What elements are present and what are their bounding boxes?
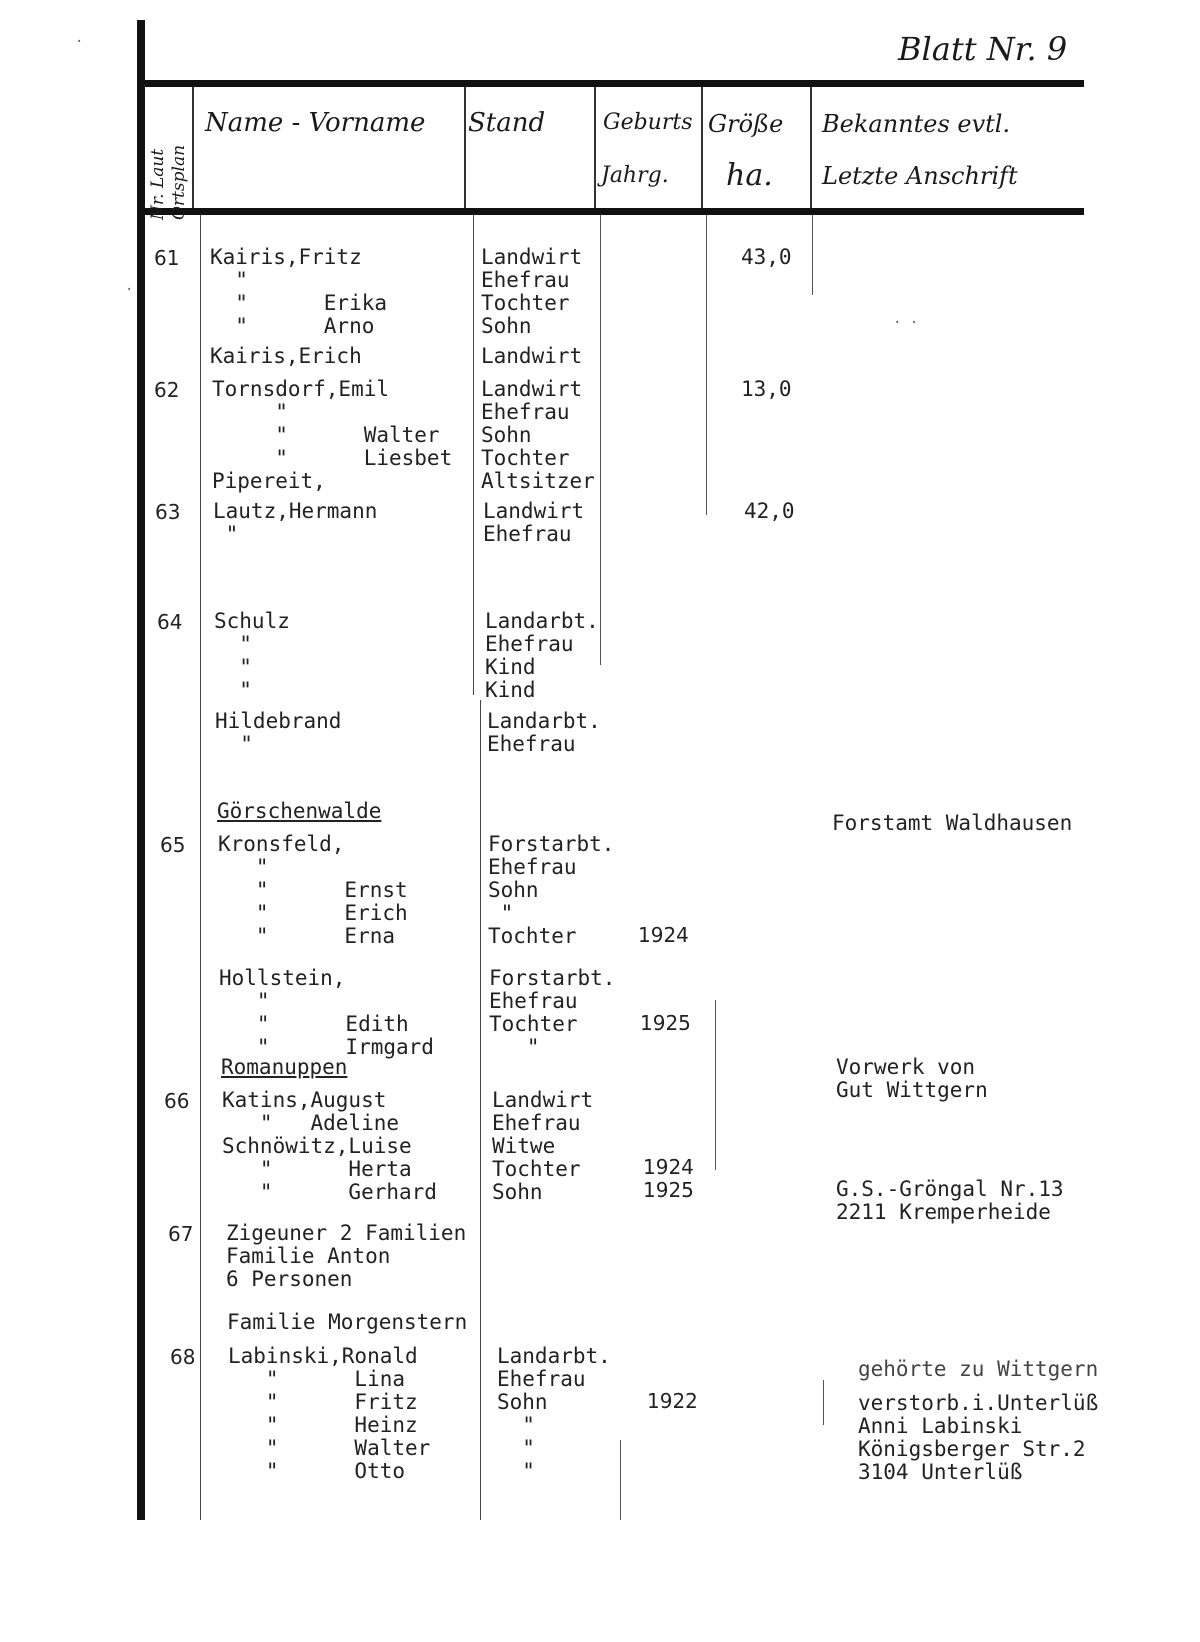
header-nr-line1: Nr. Laut [148, 148, 168, 220]
entry-nr: 66 [164, 1089, 190, 1113]
header-anschrift: Letzte Anschrift [822, 162, 1018, 190]
body-sep-right [812, 215, 813, 295]
header-top-rule [137, 80, 1084, 87]
entry-nr: 61 [154, 246, 180, 270]
entry-stand: Landwirt [481, 344, 583, 368]
body-sep-geburt [600, 215, 601, 665]
entry-ha: 13,0 [741, 377, 792, 401]
scan-speck: · [75, 34, 84, 50]
entry-right-address: verstorb.i.Unterlüß Anni Labinski Königsberger Str.2 3104 Unterlüß [858, 1391, 1099, 1484]
entry-stand: Landarbt. Ehefrau [487, 709, 601, 756]
entry-stand: Landwirt Ehefrau Witwe Tochter Sohn [492, 1088, 594, 1204]
header-sep-4 [701, 87, 703, 208]
header-name: Name - Vorname [205, 108, 426, 138]
header-nr [148, 100, 194, 220]
entry-nr: 62 [154, 378, 180, 402]
entry-year: 1924 [638, 923, 689, 947]
entry-names: Hollstein, " " Edith " Irmgard [219, 966, 434, 1059]
entry-names: Kronsfeld, " " Ernst " Erich " Erna [218, 832, 408, 948]
entry-nr: 65 [160, 833, 186, 857]
header-jahrg: Jahrg. [601, 163, 669, 188]
entry-stand: Forstarbt. Ehefrau Sohn " Tochter [488, 832, 615, 948]
left-border [137, 20, 145, 1520]
entry-nr: 67 [168, 1222, 194, 1246]
body-sep-stand-2 [480, 700, 481, 1520]
entry-names: Kairis,Erich [210, 344, 362, 368]
header-bottom-rule [137, 208, 1084, 215]
entry-nr: 68 [170, 1345, 196, 1369]
entry-stand: Landarbt. Ehefrau Kind Kind [485, 609, 599, 702]
entry-names: Katins,August " Adeline Schnöwitz,Luise " Herta " Gerhard [222, 1088, 437, 1204]
entry-nr: 64 [157, 610, 183, 634]
body-sep-name [200, 215, 201, 1520]
entry-names: Schulz " " " [214, 609, 290, 702]
entry-names: Tornsdorf,Emil " " Walter " Liesbet Pipereit, [212, 377, 453, 493]
entry-ha: 43,0 [741, 245, 792, 269]
entry-stand: Landwirt Ehefrau Tochter Sohn [481, 245, 583, 338]
entry-names: Familie Morgenstern [227, 1310, 468, 1334]
header-nr-line2: Ortsplan [169, 144, 189, 220]
entry-year: 1922 [647, 1389, 698, 1413]
header-geburts: Geburts [603, 110, 693, 135]
header-groesse: Größe [708, 110, 784, 138]
body-sep-right-2 [823, 1380, 824, 1425]
sheet-label: Blatt Nr. 9 [898, 30, 1068, 68]
entry-year: 1924 1925 [643, 1155, 694, 1202]
header-bekanntes: Bekanntes evtl. [822, 110, 1011, 138]
header-sep-3 [594, 87, 596, 208]
place-heading: Görschenwalde [217, 799, 382, 823]
entry-names: Zigeuner 2 Familien Familie Anton 6 Personen [226, 1221, 467, 1291]
entry-ha: 42,0 [744, 499, 795, 523]
entry-nr: 63 [155, 500, 181, 524]
entry-right: Forstamt Waldhausen [832, 811, 1073, 835]
entry-names: Lautz,Hermann " [213, 499, 378, 546]
entry-names: Hildebrand " [215, 709, 342, 756]
scan-speck: · [125, 282, 134, 298]
entry-stand: Landwirt Ehefrau [483, 499, 585, 546]
place-heading: Romanuppen [221, 1055, 348, 1079]
body-sep-stand [473, 215, 474, 695]
entry-names: Labinski,Ronald " Lina " Fritz " Heinz " Walter " Otto [228, 1344, 431, 1483]
header-sep-5 [810, 87, 812, 208]
header-ha: ha. [726, 158, 773, 193]
entry-stand: Forstarbt. Ehefrau Tochter " [489, 966, 616, 1059]
scan-speck: · · [893, 315, 919, 331]
header-sep-2 [464, 87, 466, 208]
entry-right: Vorwerk von Gut Wittgern [836, 1055, 988, 1102]
entry-names: Kairis,Fritz " " Erika " Arno [210, 245, 388, 338]
entry-year: 1925 [640, 1011, 691, 1035]
body-sep-groesse [706, 215, 707, 515]
entry-stand: Landwirt Ehefrau Sohn Tochter Altsitzer [481, 377, 595, 493]
body-sep-geburt-2 [620, 1440, 621, 1520]
body-sep-groesse-2 [715, 1000, 716, 1170]
entry-right: G.S.-Gröngal Nr.13 2211 Kremperheide [836, 1177, 1064, 1224]
entry-right: gehörte zu Wittgern [858, 1357, 1099, 1381]
entry-stand: Landarbt. Ehefrau Sohn " " " [497, 1344, 611, 1483]
header-stand: Stand [468, 108, 546, 138]
